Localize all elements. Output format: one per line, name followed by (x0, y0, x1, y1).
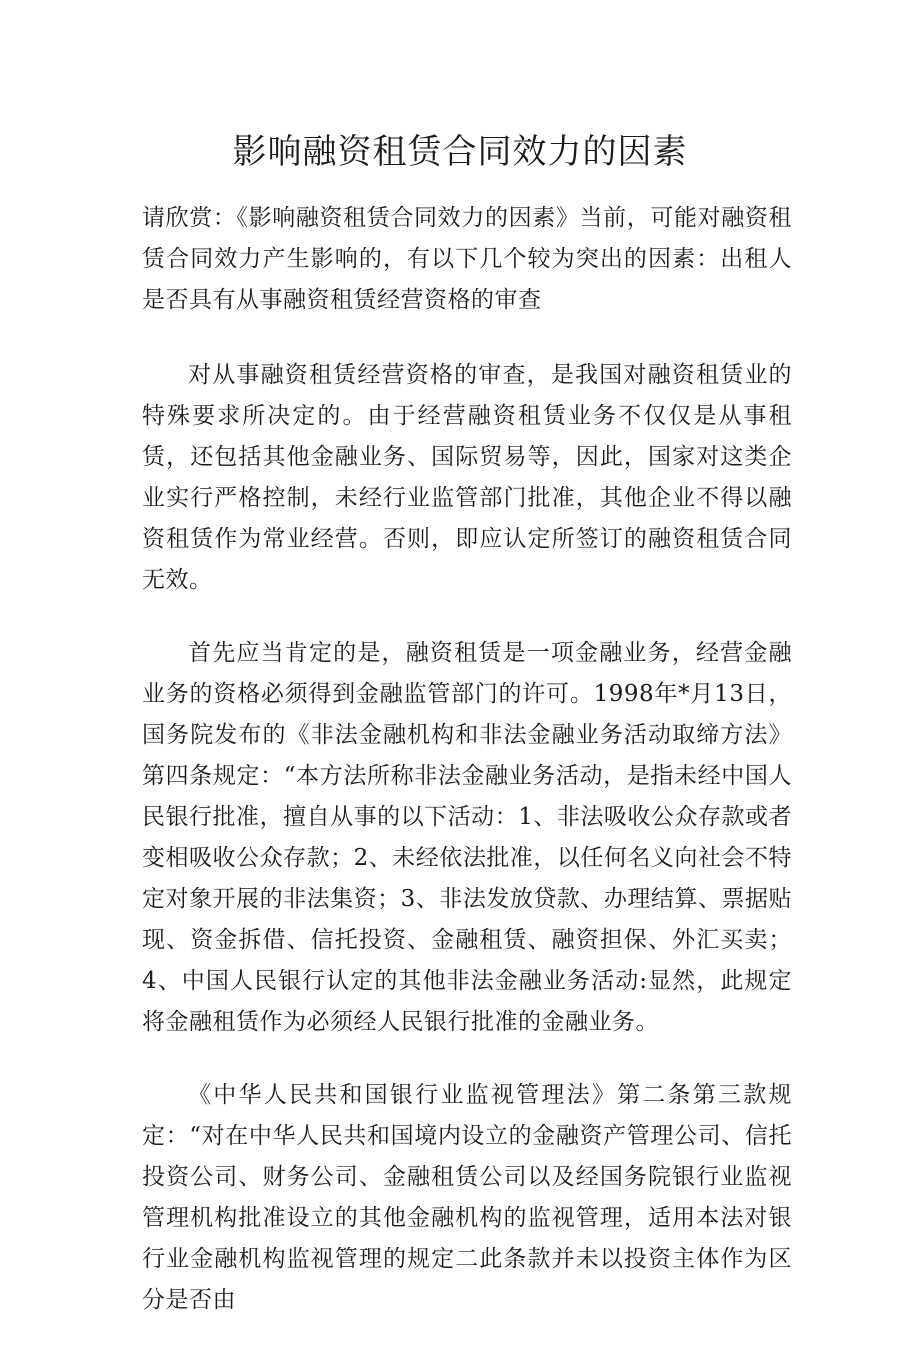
document-title: 影响融资租赁合同效力的因素 (232, 132, 688, 172)
document-body (142, 198, 792, 1353)
paragraph-intro: 请欣赏：《影响融资租赁合同效力的因素》当前，可能对融资租赁合同效力产生影响的，有以下几个较为突出的因素：出租人是否具有从事融资租赁经营资格的审查 (142, 205, 792, 313)
paragraph-banking-supervision-law: 《中华人民共和国银行业监视管理法》第二条第三款规定：“对在中华人民共和国境内设立的金融资产管理公司、信托投资公司、财务公司、金融租赁公司以及经国务院银行业监视管理机构批准设立的其他金融机构的监视管理，适用本法对银行业金融机构监视管理的规定二此条款并未以投资主体作为区分是否由 (142, 1082, 792, 1313)
paragraph-qualification-review: 对从事融资租赁经营资格的审查，是我国对融资租赁业的特殊要求所决定的。由于经营融资租赁业务不仅仅是从事租赁，还包括其他金融业务、国际贸易等，因此，国家对这类企业实行严格控制，未经行业监管部门批准，其他企业不得以融资租赁作为常业经营。否则，即应认定所签订的融资租赁合同无效。 (142, 362, 792, 593)
paragraph-financial-business: 首先应当肯定的是，融资租赁是一项金融业务，经营金融业务的资格必须得到金融监管部门的许可。1998年*月13日，国务院发布的《非法金融机构和非法金融业务活动取缔方法》第四条规定：“本方法所称非法金融业务活动，是指未经中国人民银行批准，擅自从事的以下活动：1、非法吸收公众存款或者变相吸收公众存款；2、未经依法批准，以任何名义向社会不特定对象开展的非法集资；3、非法发放贷款、办理结算、票据贴现、资金拆借、信托投资、金融租赁、融资担保、外汇买卖；4、中国人民银行认定的其他非法金融业务活动:显然，此规定将金融租赁作为必须经人民银行批准的金融业务。 (142, 640, 792, 1035)
